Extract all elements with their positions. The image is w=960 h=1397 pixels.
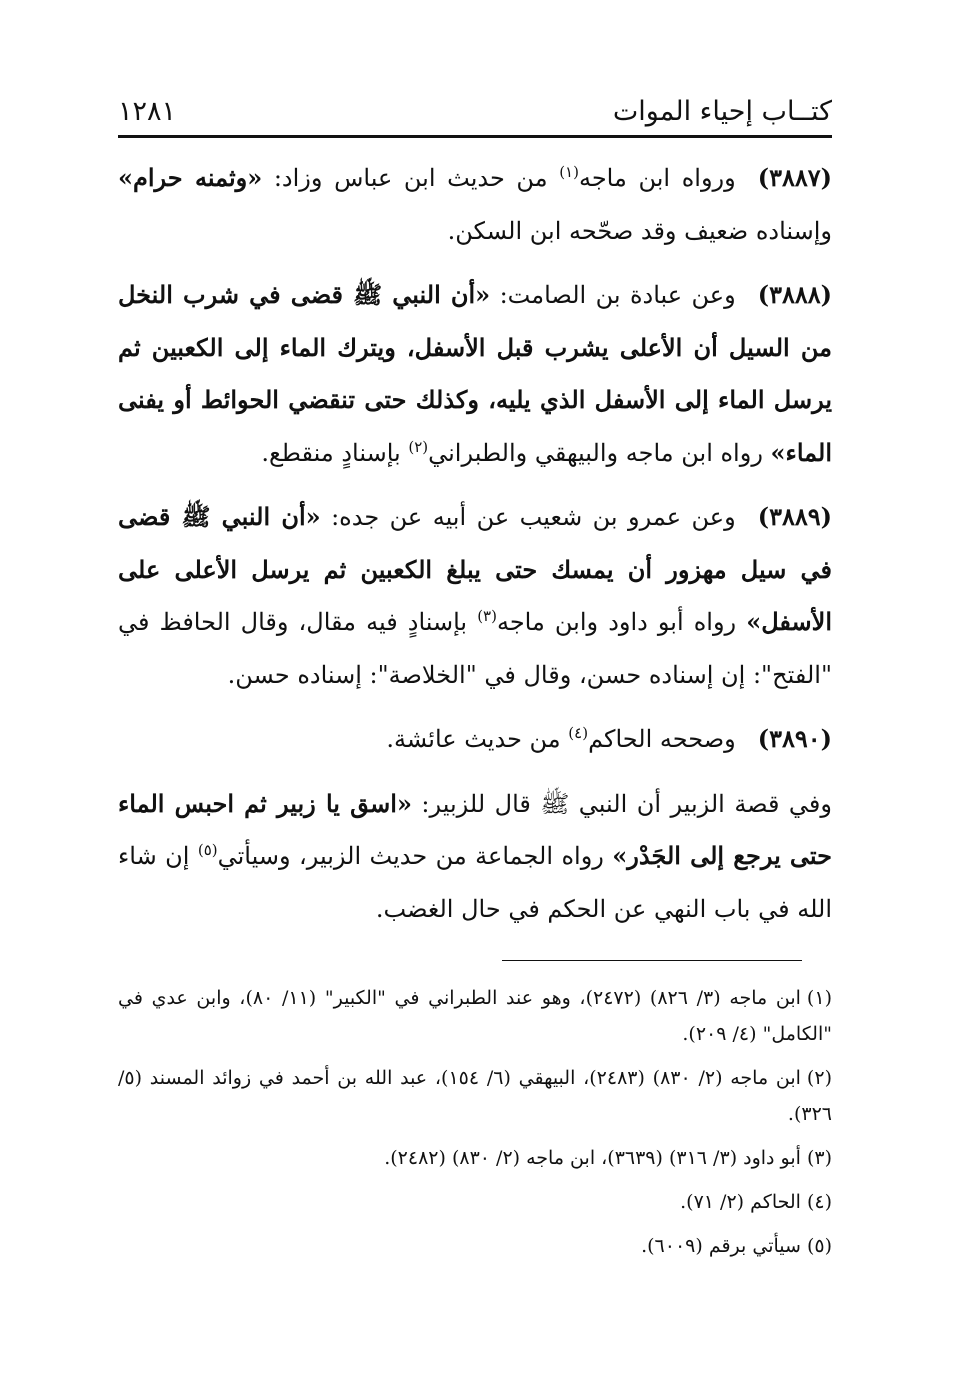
footnote-ref[interactable]: (٢) (408, 437, 429, 456)
hadith-quote: «وثمنه حرام» (118, 163, 263, 192)
hadith-paragraph (118, 491, 832, 701)
hadith-paragraph (118, 152, 832, 257)
hadith-paragraph (118, 713, 832, 766)
chapter-title: كتــاب إحياء الموات (612, 96, 832, 127)
hadith-number: (٣٨٨٨) (757, 280, 832, 309)
footnote-ref[interactable]: (١) (559, 163, 579, 181)
footnote-ref[interactable]: (٣) (477, 607, 497, 625)
paragraph-text: وصححه الحاكم (588, 725, 736, 753)
hadith-paragraph (118, 269, 832, 479)
paragraph-text: من حديث ابن عباس وزاد: (262, 164, 560, 192)
hadith-quote: «أن النبي ﷺ قضى في شرب النخل من السيل أن الأعلى يشرب قبل الأسفل، ويترك الماء إلى الكعبين ثم يرسل الماء إلى الأسفل الذي يليه، وكذلك حتى تنقضي الحوائط أو يفنى الماء» (118, 280, 833, 467)
footnote-ref[interactable]: (٤) (568, 724, 589, 742)
hadith-quote: «اسق يا زبير ثم احبس الماء حتى يرجع إلى الجَدْر» (118, 788, 832, 870)
footnote-text: ابن ماجه (٢/ ٨٣٠) (٢٤٨٣)، البيهقي (٦/ ١٥٤)، عبد الله بن أحمد في زوائد المسند (٥/ ٣٢٦). (118, 1067, 832, 1125)
footnote-number: (٣) (806, 1147, 832, 1169)
main-text (118, 152, 832, 935)
footnotes (118, 980, 832, 1272)
footnote-item (118, 1140, 832, 1176)
footnote-number: (١) (806, 987, 832, 1009)
footnote-item (118, 1060, 832, 1132)
paragraph-text: إن شاء الله في باب النهي عن الحكم في حال الغضب. (118, 842, 832, 923)
footnote-text: سيأتي برقم (٦٠٠٩). (641, 1235, 801, 1257)
paragraph-text: بإسنادٍ فيه مقال، وقال الحافظ في "الفتح": إن إسناده حسن، وقال في "الخلاصة": إسناده حسن. (118, 608, 832, 689)
footnote-item (118, 1184, 832, 1220)
hadith-number: (٣٨٨٩) (757, 502, 833, 531)
hadith-number: (٣٨٩٠) (757, 724, 832, 753)
footnote-number: (٥) (806, 1235, 832, 1257)
header-divider (118, 135, 832, 138)
paragraph-text: وعن عمرو بن شعيب عن أبيه عن جده: (320, 503, 736, 531)
footnote-text: الحاكم (٢/ ٧١). (680, 1191, 801, 1213)
hadith-quote: «أن النبي ﷺ قضى في سيل مهزور أن يمسك حتى يبلغ الكعبين ثم يرسل الأعلى على الأسفل» (118, 502, 833, 636)
paragraph-text: بإسنادٍ منقطع. (261, 438, 409, 467)
hadith-number: (٣٨٨٧) (757, 163, 832, 192)
page-number: ١٢٨١ (118, 96, 177, 127)
paragraph-text: وعن عبادة بن الصامت: (490, 281, 736, 309)
paragraph-text: رواه ابن ماجه والبيهقي والطبراني (428, 438, 771, 467)
paragraph-text: وإسناده ضعيف وقد صحّحه ابن السكن. (447, 216, 832, 245)
footnote-item (118, 1228, 832, 1264)
footnote-text: أبو داود (٣/ ٣١٦) (٣٦٣٩)، ابن ماجه (٢/ ٨٣٠) (٢٤٨٢). (384, 1147, 801, 1169)
paragraph-text: رواه الجماعة من حديث الزبير، وسيأتي (217, 842, 613, 870)
paragraph-text: ورواه ابن ماجه (578, 164, 736, 192)
paragraph-text: رواه أبو داود وابن ماجه (496, 608, 747, 636)
footnote-text: ابن ماجه (٣/ ٨٢٦) (٢٤٧٢)، وهو عند الطبراني في "الكبير" (١١/ ٨٠)، وابن عدي في "الكامل" (٤/ ٢٠٩). (118, 987, 832, 1045)
page-header (118, 92, 832, 132)
footnote-number: (٤) (806, 1191, 832, 1213)
paragraph-text: من حديث عائشة. (386, 725, 569, 753)
commentary-paragraph (118, 778, 832, 936)
footnote-ref[interactable]: (٥) (197, 841, 218, 859)
footnote-item (118, 980, 832, 1052)
footnote-divider (502, 960, 802, 961)
footnote-number: (٢) (806, 1067, 832, 1089)
paragraph-text: وفي قصة الزبير أن النبي ﷺ قال للزبير: (411, 789, 832, 818)
